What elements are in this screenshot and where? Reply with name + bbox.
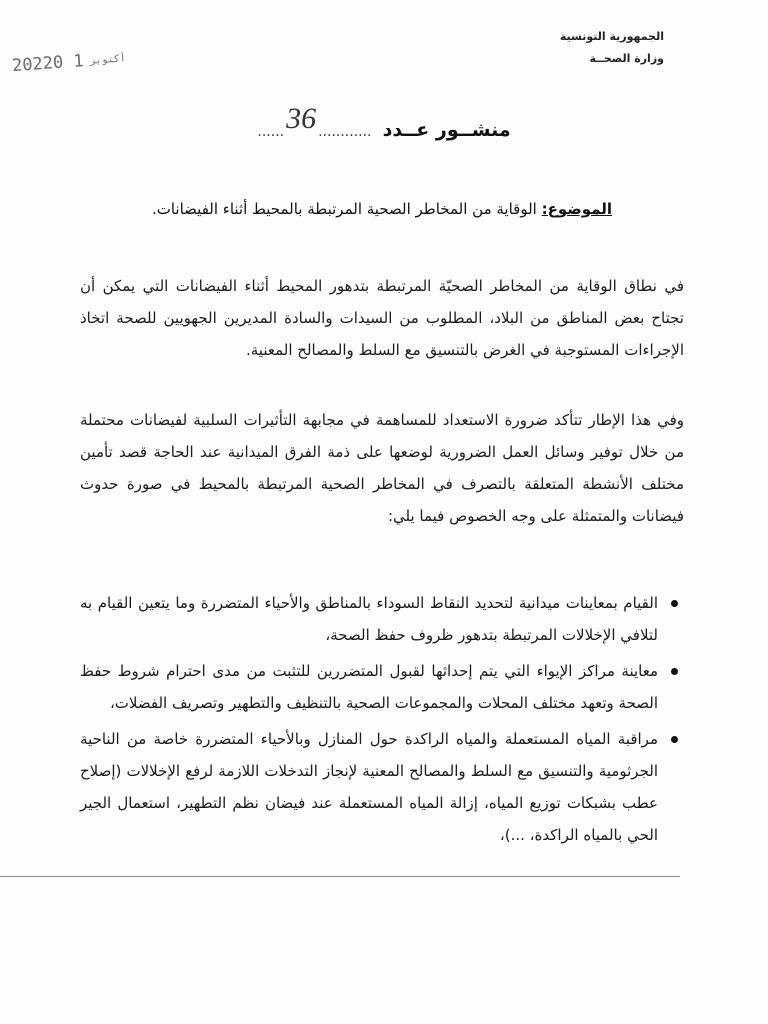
circular-number-field <box>257 102 372 144</box>
list-item-text: القيام بمعاينات ميدانية لتحديد النقاط السوداء بالمناطق والأحياء المتضررة وما يتعين القيام به لتلافي الإخلالات المرتبطة بتدهور ظروف حفظ الصحة، <box>80 594 658 644</box>
republic-name: الجمهورية التونسية <box>559 30 664 43</box>
ministry-name: وزارة الصحــة <box>589 52 664 65</box>
subject-label: الموضوع: <box>541 200 612 218</box>
subject-text: الوقاية من المخاطر الصحية المرتبطة بالمحيط أثناء الفيضانات. <box>151 200 542 218</box>
bullet-icon <box>671 736 678 743</box>
list-item <box>80 723 658 851</box>
list-item <box>80 587 658 651</box>
measures-list <box>80 587 684 855</box>
scan-fold-line <box>0 876 680 877</box>
bullet-icon <box>671 668 678 675</box>
subject-line <box>152 200 612 218</box>
paragraph-intro: في نطاق الوقاية من المخاطر الصحيّة المرتبطة بتدهور المحيط أثناء الفيضانات التي يمكن أن تجتاح بعض المناطق من البلاد، المطلوب من السيدات والسادة المديرين الجهويين للصحة اتخاذ الإجراءات المستوجبة في الغرض بالتنسيق مع السلط والمصالح المعنية. <box>80 277 684 359</box>
list-item-text: مراقبة المياه المستعملة والمياه الراكدة حول المنازل وبالأحياء المتضررة خاصة من الناحية الجرثومية والتنسيق مع السلط والمصالح المعنية لإنجاز التدخلات اللازمة لرفع الإخلالات (إصلاح عطب بشبكات توزيع المياه، إزالة المياه المستعملة عند فيضان نظم التطهير، استعمال الجير الحي بالمياه الراكدة، ...)، <box>80 730 658 844</box>
number-dots-after: ...... <box>257 124 285 140</box>
circular-number: 36 <box>286 102 317 135</box>
date-stamp-day: 1 0 <box>52 51 85 74</box>
list-item <box>80 655 658 719</box>
number-dots-before: ............ <box>318 124 372 140</box>
bullet-icon <box>671 600 678 607</box>
paragraph-context: وفي هذا الإطار تتأكد ضرورة الاستعداد للمساهمة في مجابهة التأثيرات السلبية لفيضانات محتملة من خلال توفير وسائل العمل الضرورية لوضعها على ذمة الفرق الميدانية عند الحاجة قصد تأمين مختلف الأنشطة المتعلقة بالتصرف في المخاطر الصحية المرتبطة بالمحيط في صورة حدوث فيضانات والمتمثلة على وجه الخصوص فيما يلي: <box>80 411 684 525</box>
list-item-text: معاينة مراكز الإيواء التي يتم إحداثها لقبول المتضررين للتثبت من مدى احترام شروط حفظ الصحة وتعهد مختلف المحلات والمجموعات الصحية بالتنظيف والتطهير وتصريف الفضلات، <box>80 662 658 712</box>
date-stamp-year: 2022 <box>11 53 54 77</box>
letterhead <box>560 26 664 70</box>
date-stamp-month: أكتوبر <box>89 52 127 67</box>
date-stamp <box>11 48 132 76</box>
circular-title: منشــور عــدد <box>382 119 511 141</box>
circular-title-line <box>0 102 768 144</box>
